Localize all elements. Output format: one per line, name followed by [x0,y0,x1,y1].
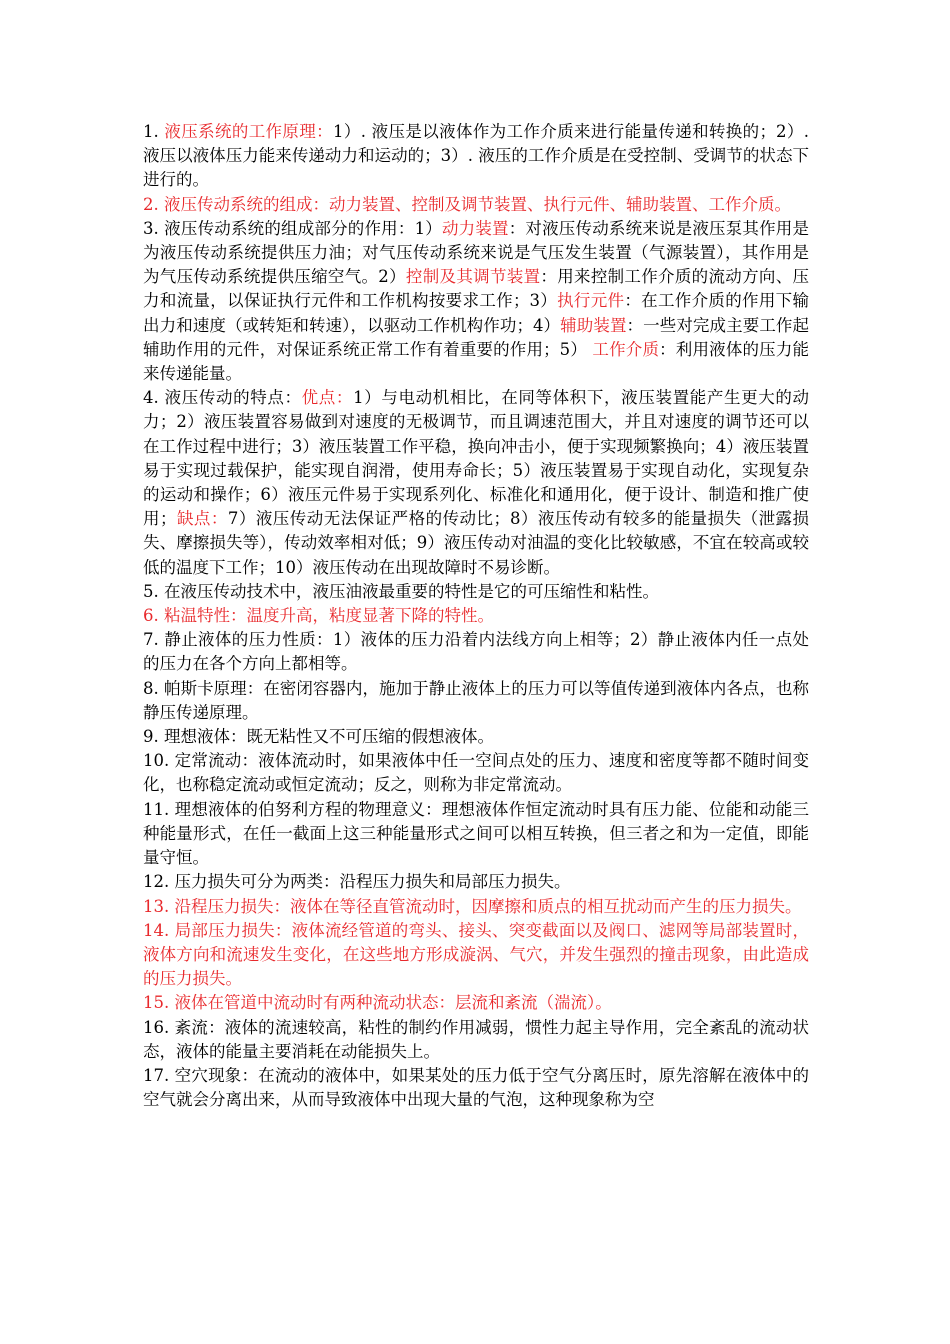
paragraph-10 [143,749,809,797]
paragraph-1-segment: 1）. 液压是以液体作为工作介质来进行能量传递和转换的；2）. 液压以液体压力能来传递动力和运动的；3）. 液压的工作介质是在受控制、受调节的状态下进行的。 [143,122,810,190]
paragraph-3-segment: ：用来控制工作介质的流动方向、压力和流量，以保证执行元件和工作机构按要求工作；3） [143,267,810,311]
paragraph-5 [143,580,809,604]
paragraph-7 [143,628,809,676]
paragraph-10-text: 10. 定常流动：液体流动时，如果液体中任一空间点处的压力、速度和密度等都不随时间变化，也称稳定流动或恒定流动；反之，则称为非定常流动。 [143,751,809,795]
paragraph-16-text: 16. 紊流：液体的流速较高，粘性的制约作用减弱，惯性力起主导作用，完全紊乱的流动状态，液体的能量主要消耗在动能损失上。 [143,1017,809,1061]
paragraph-4-segment: 4. 液压传动的特点： [143,388,302,408]
paragraph-4-segment: 1）与电动机相比，在同等体积下，液压装置能产生更大的动力；2）液压装置容易做到对速度的无极调节，而且调速范围大，并且对速度的调节还可以在工作过程中进行；3）液压装置工作平稳，换向冲击小，便于实现频繁换向；4）液压装置易于实现过载保护，能实现自润滑，使用寿命长；5）液压装置易于实现自动化，实现复杂的运动和操作；6）液压元件易于实现系列化、标准化和通用化，便于设计、制造和推广使用； [143,388,809,529]
paragraph-9 [143,725,809,749]
paragraph-2 [143,193,809,217]
paragraph-1 [143,120,809,193]
paragraph-3-segment: 3. 液压传动系统的组成部分的作用：1） [143,218,442,238]
paragraph-1-heading: 液压系统的工作原理： [164,122,334,141]
paragraph-3-term: 执行元件 [557,291,625,311]
paragraph-3-term: 控制及其调节装置 [405,267,541,287]
paragraph-14 [143,919,809,992]
paragraph-4-term: 缺点： [176,509,228,529]
paragraph-17 [143,1064,809,1112]
paragraph-3-term: 工作介质 [592,339,660,359]
paragraph-6-text: 6. 粘温特性：温度升高，粘度显著下降的特性。 [143,606,494,626]
paragraph-3-term: 辅助装置 [560,315,627,335]
document-body [143,120,809,1112]
paragraph-9-text: 9. 理想液体：既无粘性又不可压缩的假想液体。 [143,727,494,747]
paragraph-8-text: 8. 帕斯卡原理：在密闭容器内，施加于静止液体上的压力可以等值传递到液体内各点，也称静压传递原理。 [143,678,809,722]
paragraph-3 [143,217,809,386]
paragraph-11 [143,798,809,871]
paragraph-3-segment: ：在工作介质的作用下输出力和速度（或转矩和转速），以驱动工作机构作功；4） [143,291,810,335]
paragraph-4 [143,386,809,580]
paragraph-5-text: 5. 在液压传动技术中，液压油液最重要的特性是它的可压缩性和粘性。 [143,581,659,601]
paragraph-14-text: 14. 局部压力损失：液体流经管道的弯头、接头、突变截面以及阀口、滤网等局部装置时，液体方向和流速发生变化，在这些地方形成漩涡、气穴，并发生强烈的撞击现象，由此造成的压力损失。 [143,920,809,989]
paragraph-3-segment: ：一些对完成主要工作起辅助作用的元件，对保证系统正常工作有着重要的作用；5） [143,315,810,359]
paragraph-3-segment: ：利用液体的压力能来传递能量。 [143,339,810,384]
paragraph-17-text: 17. 空穴现象：在流动的液体中，如果某处的压力低于空气分离压时，原先溶解在液体中的空气就会分离出来，从而导致液体中出现大量的气泡，这种现象称为空 [143,1065,809,1110]
paragraph-13-text: 13. 沿程压力损失：液体在等径直管流动时，因摩擦和质点的相互扰动而产生的压力损失。 [143,896,802,916]
paragraph-16 [143,1016,809,1064]
paragraph-12 [143,870,809,894]
paragraph-4-term: 优点： [301,388,354,408]
paragraph-6 [143,604,809,628]
paragraph-3-term: 动力装置 [441,218,509,238]
paragraph-13 [143,895,809,919]
paragraph-4-segment: 7）液压传动无法保证严格的传动比；8）液压传动有较多的能量损失（泄露损失、摩擦损失等），传动效率相对低；9）液压传动对油温的变化比较敏感，不宜在较高或较低的温度下工作；10）液压传动在出现故障时不易诊断。 [143,509,810,577]
paragraph-7-text: 7. 静止液体的压力性质：1）液体的压力沿着内法线方向上相等；2）静止液体内任一点处的压力在各个方向上都相等。 [143,630,809,674]
paragraph-15-text: 15. 液体在管道中流动时有两种流动状态：层流和紊流（湍流）。 [143,993,612,1013]
paragraph-12-text: 12. 压力损失可分为两类：沿程压力损失和局部压力损失。 [143,872,571,892]
paragraph-1-segment: 1. [143,122,165,141]
paragraph-2-text: 2. 液压传动系统的组成：动力装置、控制及调节装置、执行元件、辅助装置、工作介质。 [143,194,791,214]
paragraph-15 [143,991,809,1015]
paragraph-3-segment: ：对液压传动系统来说是液压泵其作用是为液压传动系统提供压力油；对气压传动系统来说是气压发生装置（气源装置），其作用是为气压传动系统提供压缩空气。2） [143,218,810,287]
paragraph-8 [143,677,809,725]
paragraph-11-text: 11. 理想液体的伯努利方程的物理意义：理想液体作恒定流动时具有压力能、位能和动能三种能量形式，在任一截面上这三种能量形式之间可以相互转换，但三者之和为一定值，即能量守恒。 [143,799,809,868]
